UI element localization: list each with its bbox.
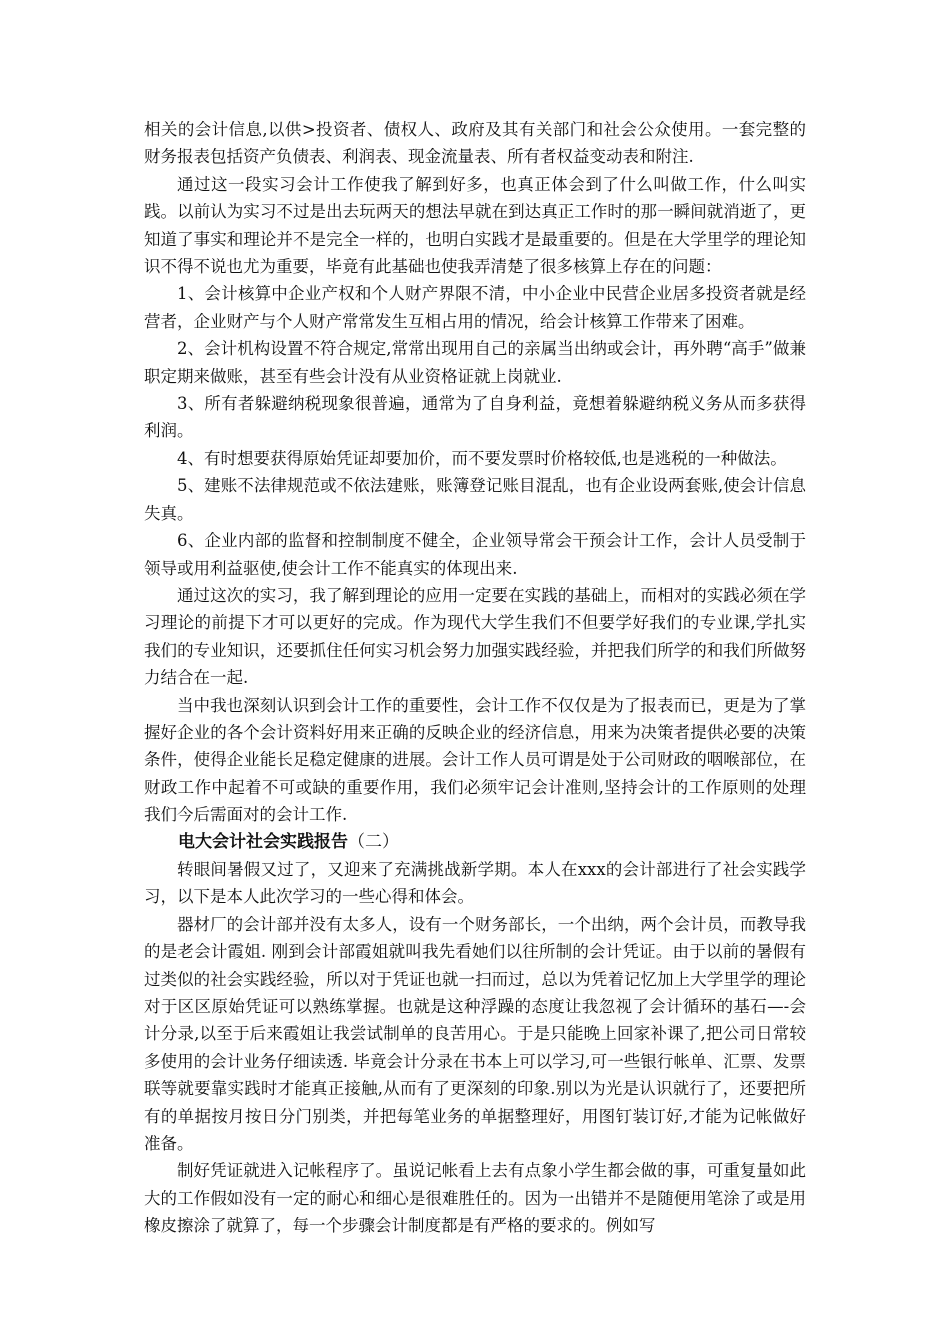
paragraph: 制好凭证就进入记帐程序了。虽说记帐看上去有点象小学生都会做的事，可重复量如此大的工作假如没有一定的耐心和细心是很难胜任的。因为一出错并不是随便用笔涂了或是用橡皮擦涂了就算了，每一个步骤会计制度都是有严格的要求的。例如写 [144,1161,806,1236]
list-item: 5、建账不法律规范或不依法建账，账簿登记账目混乱，也有企业设两套账,使会计信息失真。 [144,476,806,523]
list-item: 1、会计核算中企业产权和个人财产界限不清，中小企业中民营企业居多投资者就是经营者，企业财产与个人财产常常发生互相占用的情况，给会计核算工作带来了困难。 [144,284,806,331]
document-page [144,116,806,1240]
list-item: 6、企业内部的监督和控制制度不健全，企业领导常会干预会计工作，会计人员受制于领导或用利益驱使,使会计工作不能真实的体现出来. [144,531,806,578]
section-heading-suffix: （二） [348,831,399,852]
paragraph: 当中我也深刻认识到会计工作的重要性，会计工作不仅仅是为了报表而已，更是为了掌握好企业的各个会计资料好用来正确的反映企业的经济信息，用来为决策者提供必要的决策条件，使得企业能长足稳定健康的进展。会计工作人员可谓是处于公司财政的咽喉部位，在财政工作中起着不可或缺的重要作用，我们必须牢记会计准则,坚持会计的工作原则的处理我们今后需面对的会计工作. [144,695,806,825]
section-heading-title: 电大会计社会实践报告 [178,831,348,852]
list-item: 2、会计机构设置不符合规定,常常出现用自己的亲属当出纳或会计，再外聘“高手”做兼职定期来做账，甚至有些会计没有从业资格证就上岗就业. [144,339,806,386]
paragraph: 转眼间暑假又过了，又迎来了充满挑战新学期。本人在xxx的会计部进行了社会实践学习，以下是本人此次学习的一些心得和体会。 [144,859,806,907]
paragraph: 通过这次的实习，我了解到理论的应用一定要在实践的基础上，而相对的实践必须在学习理论的前提下才可以更好的完成。作为现代大学生我们不但要学好我们的专业课,学扎实我们的专业知识，还要抓住任何实习机会努力加强实践经验，并把我们所学的和我们所做努力结合在一起. [144,585,806,688]
paragraph: 器材厂的会计部并没有太多人，设有一个财务部长，一个出纳，两个会计员，而教导我的是老会计霞姐. 刚到会计部霞姐就叫我先看她们以往所制的会计凭证。由于以前的暑假有过类似的社会实践经验，所以对于凭证也就一扫而过，总以为凭着记忆加上大学里学的理论对于区区原始凭证可以熟练掌握。也就是这种浮躁的态度让我忽视了会计循环的基石—-会计分录,以至于后来霞姐让我尝试制单的良苦用心。于是只能晚上回家补课了,把公司日常较多使用的会计业务仔细读透. 毕竟会计分录在书本上可以学习,可一些银行帐单、汇票、发票联等就要靠实践时才能真正接触,从而有了更深刻的印象.别以为光是认识就行了，还要把所有的单据按月按日分门别类，并把每笔业务的单据整理好，用图钉装订好,才能为记帐做好准备。 [144,914,806,1154]
list-item: 3、所有者躲避纳税现象很普遍，通常为了自身利益，竟想着躲避纳税义务从而多获得利润。 [144,394,806,441]
paragraph: 通过这一段实习会计工作使我了解到好多，也真正体会到了什么叫做工作，什么叫实践。以前认为实习不过是出去玩两天的想法早就在到达真正工作时的那一瞬间就消逝了，更知道了事实和理论并不是完全一样的，也明白实践才是最重要的。但是在大学里学的理论知识不得不说也尤为重要，毕竟有此基础也使我弄清楚了很多核算上存在的问题： [144,174,806,277]
paragraph: 相关的会计信息,以供>投资者、债权人、政府及其有关部门和社会公众使用。一套完整的财务报表包括资产负债表、利润表、现金流量表、所有者权益变动表和附注. [144,120,806,167]
list-item: 4、有时想要获得原始凭证却要加价，而不要发票时价格较低,也是逃税的一种做法。 [177,448,787,468]
section-heading [144,829,806,856]
